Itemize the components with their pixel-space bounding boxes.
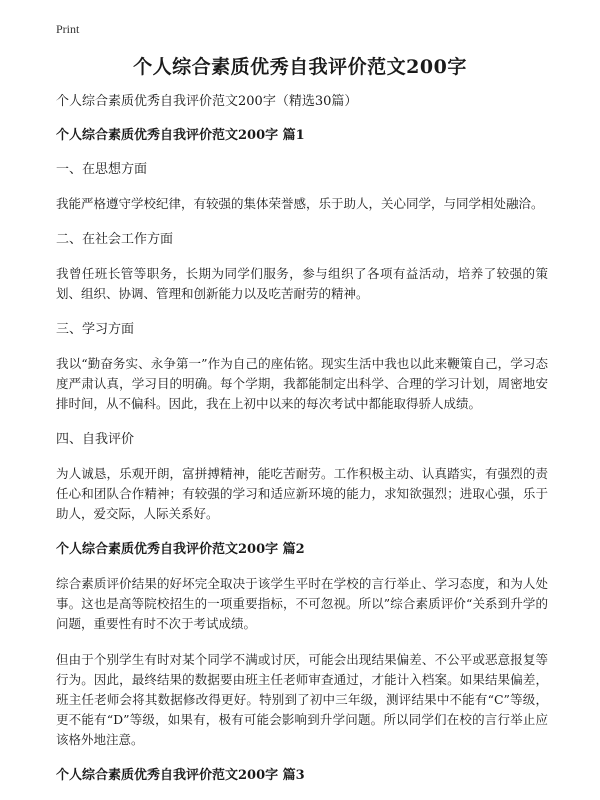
section-heading: 一、在思想方面 xyxy=(56,162,148,177)
article-heading: 个人综合素质优秀自我评价范文200字 篇2 xyxy=(56,542,305,557)
document-subtitle: 个人综合素质优秀自我评价范文200字（精选30篇） xyxy=(56,94,358,109)
page-title: 个人综合素质优秀自我评价范文200字 xyxy=(133,56,467,78)
article-paragraph: 但由于个别学生有时对某个同学不满或讨厌，可能会出现结果偏差、不公平或恶意报复等行为。因此，最终结果的数据要由班主任老师审查通过，才能计入档案。如果结果偏差，班主任老师会将其数据修改得更好。特别到了初中三年级，测评结果中不能有“C”等级，更不能有“D”等级，如果有，极有可能会影响到升学问题。所以同学们在校的言行举止应该格外地注意。 xyxy=(56,652,548,747)
section-paragraph: 我曾任班长管等职务，长期为同学们服务，参与组织了各项有益活动，培养了较强的策划、组织、协调、管理和创新能力以及吃苦耐劳的精神。 xyxy=(56,266,548,301)
section-paragraph: 我以“勤奋务实、永争第一”作为自己的座佑铭。现实生活中我也以此来鞭策自己，学习态度严肃认真，学习目的明确。每个学期，我都能制定出科学、合理的学习计划，周密地安排时间，从不偏科。因此，我在上初中以来的每次考试中都能取得骄人成绩。 xyxy=(56,356,548,411)
print-label[interactable]: Print xyxy=(56,22,80,36)
section-heading: 四、自我评价 xyxy=(56,432,135,447)
article-paragraph: 综合素质评价结果的好坏完全取决于该学生平时在学校的言行举止、学习态度，和为人处事。这也是高等院校招生的一项重要指标，不可忽视。所以”综合素质评价“关系到升学的问题，重要性有时不次于考试成绩。 xyxy=(56,576,548,631)
section-heading: 二、在社会工作方面 xyxy=(56,232,174,247)
section-paragraph: 为人诚恳，乐观开朗，富拼搏精神，能吃苦耐劳。工作积极主动、认真踏实，有强烈的责任心和团队合作精神；有较强的学习和适应新环境的能力，求知欲强烈；进取心强，乐于助人，爱交际，人际关系好。 xyxy=(56,466,548,521)
article-heading: 个人综合素质优秀自我评价范文200字 篇3 xyxy=(56,768,305,783)
section-paragraph: 我能严格遵守学校纪律，有较强的集体荣誉感，乐于助人，关心同学，与同学相处融洽。 xyxy=(56,196,544,211)
section-heading: 三、学习方面 xyxy=(56,322,135,337)
document-body xyxy=(56,92,548,800)
article-heading: 个人综合素质优秀自我评价范文200字 篇1 xyxy=(56,128,305,143)
